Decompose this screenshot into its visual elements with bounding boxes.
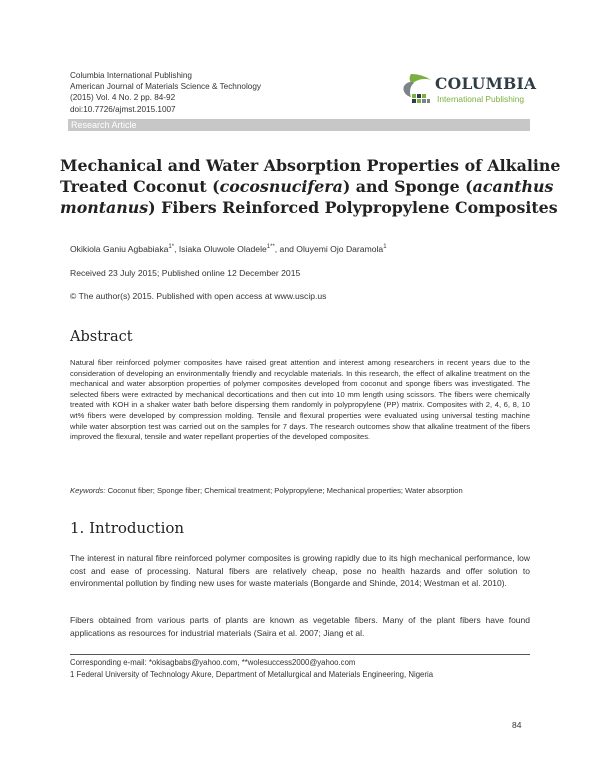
author-list <box>70 244 387 254</box>
title-line-2 <box>60 176 554 197</box>
title-fragment: Treated Coconut ( <box>60 177 220 196</box>
abstract-text: Natural fiber reinforced polymer composites have raised great attention and interest among researchers in recent years due to the consideration of developing an environmentally friendly and recyclable materials. In this research, the effect of alkaline treatment on the mechanical and water absorption properties of polymer composites developed from coconut and sponge fibers was investigated. The selected fibers were extracted by mechanical decortications and then cut into 10 mm length using scissors. The fibers were chemically treated with KOH in a shaker water bath before dispersing them randomly in polypropylene (PP) matrix. Composites with 2, 4, 6, 8, 10 wt% fibers were developed by compression molding. Tensile and flexural properties were evaluated using universal testing machine while water absorption test was carried out on the samples for 7 days. The research outcomes show that alkaline treatment of the fibers improved the flexural, tensile and water repellant properties of the developed composites. <box>70 358 530 442</box>
introduction-heading: 1. Introduction <box>70 519 185 537</box>
columbia-logo-icon <box>397 72 437 108</box>
title-species-sponge-2: montanus <box>60 198 149 217</box>
author-3-affiliation-mark: 1 <box>383 244 387 251</box>
publisher-name: Columbia International Publishing <box>70 71 192 80</box>
corresponding-email: Corresponding e-mail: *okisagbabs@yahoo.com, **wolesuccess2000@yahoo.com <box>70 658 356 667</box>
title-species-coconut: cocosnucifera <box>219 177 343 196</box>
keywords-label: Keywords: <box>70 486 106 495</box>
article-type-bar <box>68 119 530 131</box>
article-type-label: Research Article <box>71 120 137 130</box>
title-species-sponge-1: acanthus <box>472 177 554 196</box>
author-1-affiliation-mark: 1* <box>168 244 175 251</box>
article-doi: doi:10.7726/ajmst.2015.1007 <box>70 104 176 114</box>
title-line-1: Mechanical and Water Absorption Properties of Alkaline <box>60 156 561 175</box>
title-line-3 <box>60 197 558 218</box>
journal-header <box>70 70 370 115</box>
introduction-paragraph-2: Fibers obtained from various parts of plants are known as vegetable fibers. Many of the plant fibers have found applications as resources for industrial materials (Saira et al. 2007; Jiang et al. <box>70 615 530 638</box>
author-2-affiliation-mark: 1** <box>266 244 275 251</box>
author-3: , and Oluyemi Ojo Daramola <box>274 244 384 254</box>
logo-subtitle: International Publishing <box>437 94 525 104</box>
title-fragment: ) and Sponge ( <box>342 177 473 196</box>
author-2: , Isiaka Oluwole Oladele <box>174 244 267 254</box>
publisher-logo <box>397 70 537 110</box>
journal-name: American Journal of Materials Science & Technology <box>70 82 261 92</box>
publication-dates: Received 23 July 2015; Published online 12 December 2015 <box>70 268 301 278</box>
copyright-notice: © The author(s) 2015. Published with open access at www.uscip.us <box>70 291 327 301</box>
paper-title <box>60 155 561 218</box>
author-affiliation: 1 Federal University of Technology Akure, Department of Metallurgical and Materials Engineering, Nigeria <box>70 670 434 679</box>
page-number: 84 <box>512 720 522 730</box>
keywords <box>70 486 530 497</box>
logo-wordmark: COLUMBIA <box>435 74 537 93</box>
footnote-divider <box>70 654 530 655</box>
author-1: Okikiola Ganiu Agbabiaka <box>70 244 169 254</box>
introduction-paragraph-1: The interest in natural fibre reinforced polymer composites is growing rapidly due to its high mechanical performance, low cost and ease of processing. Natural fibers are relatively cheap, pose no health hazards and offer solution to environmental pollution by finding new uses for waste materials (Bongarde and Shinde, 2014; Westman et al. 2010). <box>70 553 530 589</box>
keywords-list: Coconut fiber; Sponge fiber; Chemical treatment; Polypropylene; Mechanical properties; Water absorption <box>107 486 463 495</box>
abstract-heading: Abstract <box>70 329 133 345</box>
journal-volume: (2015) Vol. 4 No. 2 pp. 84-92 <box>70 93 176 103</box>
title-fragment: ) Fibers Reinforced Polypropylene Composites <box>148 198 558 217</box>
